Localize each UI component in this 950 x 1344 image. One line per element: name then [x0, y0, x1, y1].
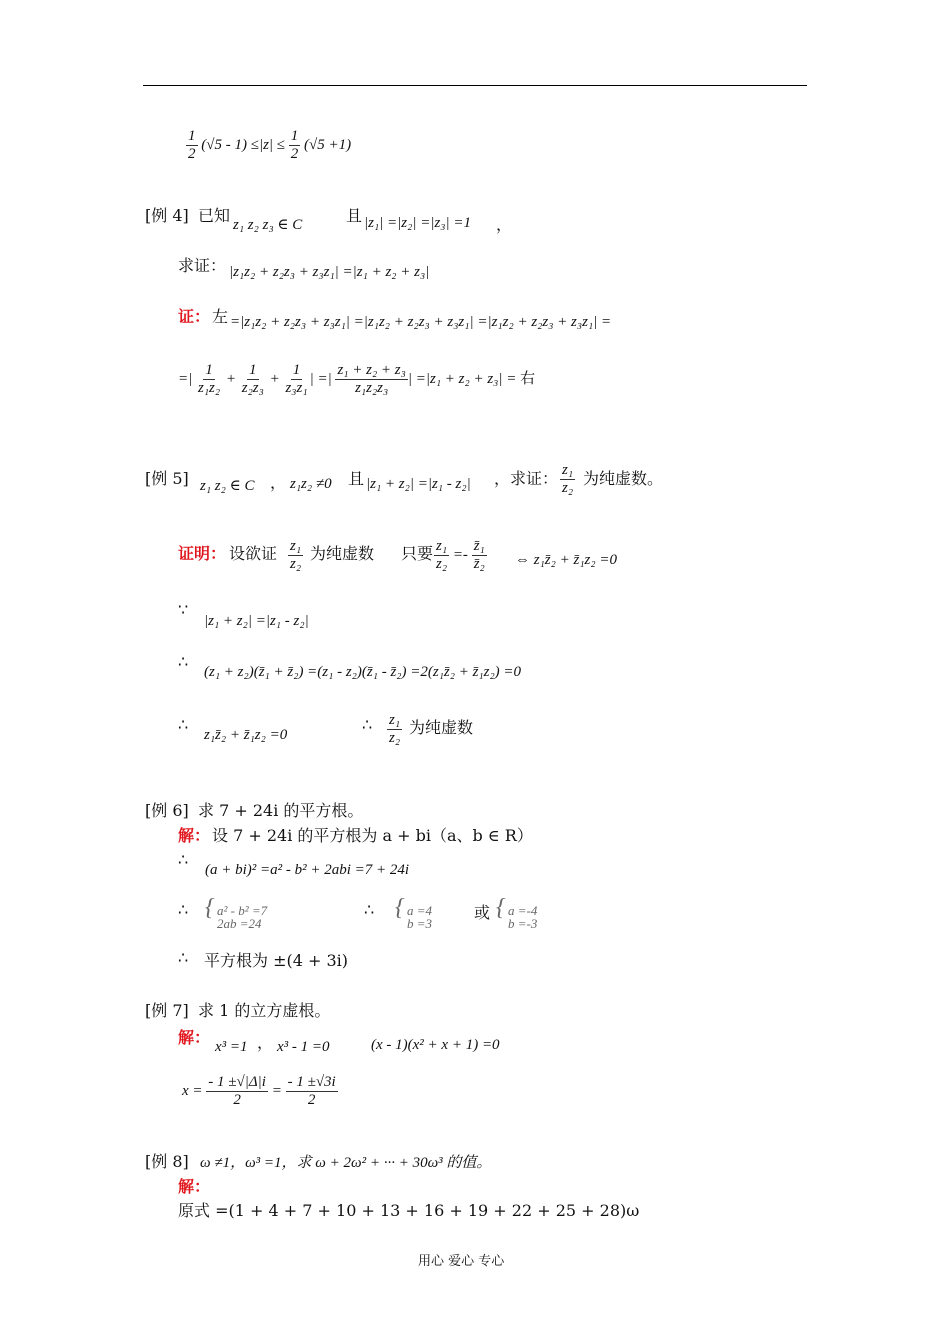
ex4-left-word: 左	[212, 307, 229, 326]
ex6-label: [例 6]	[145, 801, 189, 820]
ex5-question-fraction: $\frac{\text{z₁}}{\text{z₂}}$	[562, 462, 574, 497]
ex5-expr2: z₁z̄₂ + z̄₁z₂ =0	[204, 727, 288, 743]
ex5-and: 且	[348, 469, 365, 488]
ex5-conclusion-fraction: $\frac{\text{z₁}}{\text{z₂}}$	[389, 712, 401, 747]
page-footer: 用心 爱心 专心	[418, 1254, 505, 1269]
ex7-label: [例 7]	[145, 1001, 189, 1020]
ex4-label: [例 4]	[145, 206, 189, 225]
ex7-eq3: (x - 1)(x² + x + 1) =0	[371, 1037, 500, 1053]
ex4-given: 已知	[198, 206, 231, 225]
ex5-iff: ⇔ z₁z̄₂ + z̄₁z₂ =0	[515, 552, 617, 568]
ex6-let: 设 7 + 24i 的平方根为 a + bi（a、b ∈ R）	[212, 826, 533, 845]
ex4-prove-label: 求证：	[178, 256, 227, 275]
ex4-proof-line1: =|z₁z₂ + z₂z₃ + z₃z₁| =|z₁z₂ + z₂z₃ + z₃z₁| =|z₁z₂ + z₂z₃ + z₃z₁| =	[230, 314, 612, 330]
ex4-comma: ，	[496, 215, 513, 234]
ex5-because-expr: |z₁ + z₂| =|z₁ - z₂|	[204, 613, 309, 629]
ex6-therefore-3: ∴	[364, 900, 375, 919]
ex5-because: ∵	[178, 600, 189, 619]
ex6-result: 平方根为 ±(4 + 3i)	[204, 951, 349, 970]
ex5-label: [例 5]	[145, 469, 189, 488]
ex5-want: 设欲证	[229, 544, 278, 563]
ex8-result: 原式 =(1 + 4 + 7 + 10 + 13 + 16 + 19 + 22 + 25 + 28)ω	[178, 1201, 640, 1220]
ex5-therefore-1: ∴	[178, 652, 189, 671]
ex5-only-expr: $\frac{\text{z₁}}{\text{z₂}}$ =- $\frac{\text{z̄₁}}{\text{z̄₂}}$	[436, 538, 485, 573]
ex5-expr1: (z₁ + z₂)(z̄₁ + z̄₂) =(z₁ - z₂)(z̄₁ - z̄₂) =2(z₁z̄₂ + z̄₁z₂) =0	[204, 664, 522, 680]
ex6-or: 或	[474, 903, 491, 922]
ex7-eq2: x³ - 1 =0	[277, 1039, 330, 1055]
top-formula: $\frac{1}{2}$ (√5 - 1) ≤|z| ≤ $\frac{1}{2}$ (√5 +1)	[188, 128, 352, 163]
ex5-vars: z₁ z₂ ∈ C	[200, 478, 255, 494]
ex4-cond: |z₁| =|z₂| =|z₃| =1	[364, 215, 472, 231]
ex7-comma: ，	[257, 1033, 274, 1052]
ex6-system-3: { a =-4 b =-3	[496, 895, 538, 931]
ex6-system-2: { a =4 b =3	[395, 895, 433, 931]
ex8-label: [例 8]	[145, 1152, 189, 1171]
ex4-proof-line2: =| $\frac{1}{\text{z₁z₂}}$ + $\frac{1}{\text{z₂z₃}}$ + $\frac{1}{\text{z₃z₁}}$ | =| $\frac{\text{z₁ + z₂ + z₃}}{\text{z₁z₂z₃}}$ | =|z₁ + z₂ + z₃| = 右	[178, 362, 536, 397]
header-rule	[143, 85, 807, 86]
ex8-cond: ω ≠1，ω³ =1，求 ω + 2ω² + ··· + 30ω³ 的值。	[200, 1155, 492, 1171]
ex5-therefore-2: ∴	[178, 715, 189, 734]
ex4-and: 且	[346, 206, 363, 225]
ex6-sol-label: 解：	[178, 826, 211, 845]
ex7-roots: x = $\frac{- 1 \pm√|\Delta|i}{2}$ = $\frac{- 1 \pm√3i}{2}$	[182, 1074, 336, 1109]
ex6-therefore-1: ∴	[178, 850, 189, 869]
ex5-cond2: |z₁ + z₂| =|z₁ - z₂|	[366, 476, 471, 492]
ex7-eq1: x³ =1	[215, 1039, 248, 1055]
ex7-sol-label: 解：	[178, 1028, 211, 1047]
ex5-prove-label: ，求证：	[494, 469, 559, 488]
ex6-therefore-4: ∴	[178, 948, 189, 967]
ex4-right-word: 右	[520, 371, 536, 388]
ex5-question-tail: 为纯虚数。	[583, 469, 664, 488]
ex4-prove-expr: |z₁z₂ + z₂z₃ + z₃z₁| =|z₁ + z₂ + z₃|	[229, 264, 430, 280]
ex5-proof-fraction: $\frac{\text{z₁}}{\text{z₂}}$	[290, 538, 302, 573]
ex5-cond1: z₁z₂ ≠0	[290, 476, 332, 492]
ex5-therefore-3: ∴	[362, 715, 373, 734]
ex6-question: 求 7 + 24i 的平方根。	[198, 801, 364, 820]
ex6-eq1: (a + bi)² =a² - b² + 2abi =7 + 24i	[205, 862, 410, 878]
ex4-proof-label: 证：	[178, 307, 211, 326]
ex4-vars: z₁ z₂ z₃ ∈ C	[233, 217, 303, 233]
ex5-proof-label: 证明：	[178, 544, 227, 563]
ex5-pure: 为纯虚数	[310, 544, 375, 563]
ex7-question: 求 1 的立方虚根。	[198, 1001, 331, 1020]
ex5-comma: ，	[270, 473, 287, 492]
ex6-therefore-2: ∴	[178, 900, 189, 919]
ex6-system-1: { a² - b² =7 2ab =24	[205, 895, 268, 931]
ex5-conclusion: 为纯虚数	[409, 718, 474, 737]
ex5-only: 只要	[401, 544, 434, 563]
ex8-sol-label: 解：	[178, 1177, 211, 1196]
